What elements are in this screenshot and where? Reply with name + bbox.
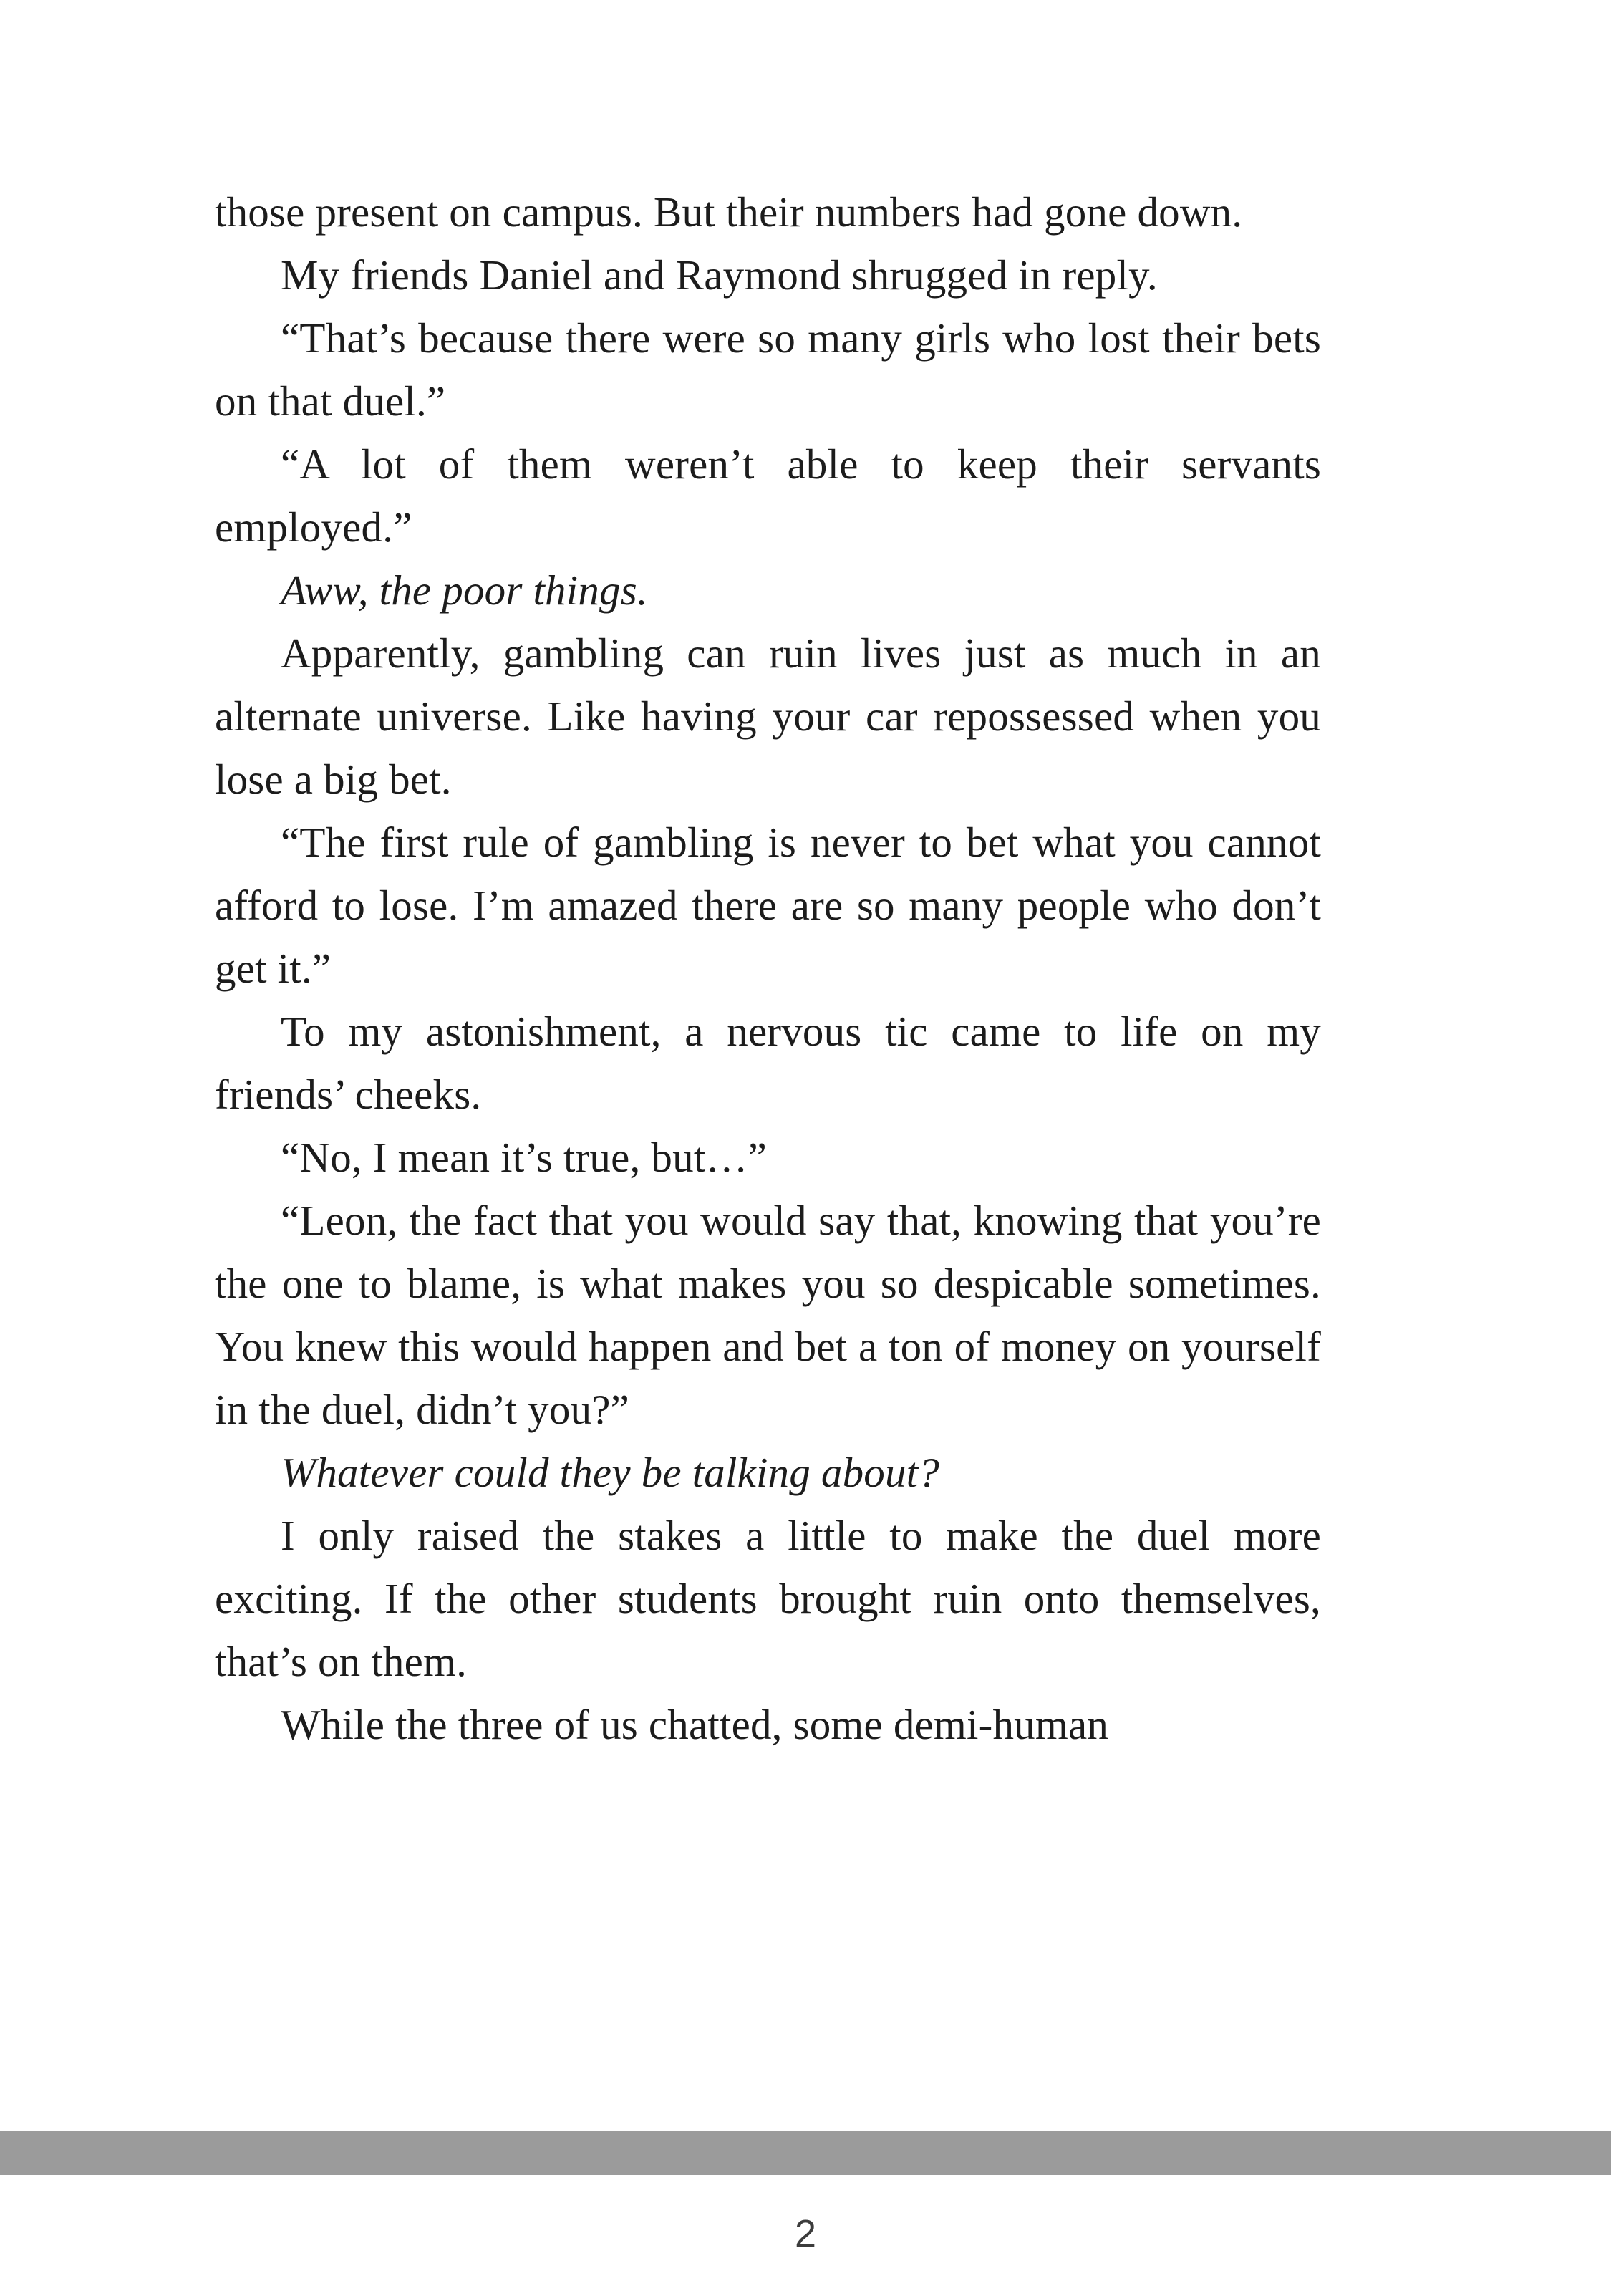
page-number: 2 bbox=[794, 2212, 817, 2255]
paragraph: those present on campus. But their numbers had gone down. bbox=[215, 188, 1243, 236]
body-text bbox=[215, 180, 1321, 1756]
paragraph: “Leon, the fact that you would say that, knowing that you’re the one to blame, is what makes you so despicable sometimes. You knew this would happen and bet a ton of money on yourself in the duel, didn’t you?” bbox=[215, 1197, 1321, 1433]
footer-divider-bar bbox=[0, 2131, 1611, 2175]
paragraph: “That’s because there were so many girls who lost their bets on that duel.” bbox=[215, 314, 1321, 425]
paragraph: “A lot of them weren’t able to keep their servants employed.” bbox=[215, 440, 1321, 551]
paragraph-italic: Whatever could they be talking about? bbox=[281, 1449, 939, 1496]
paragraph-italic: Aww, the poor things. bbox=[281, 566, 648, 614]
paragraph: “The first rule of gambling is never to bet what you cannot afford to lose. I’m amazed there are so many people who don’t get it.” bbox=[215, 819, 1321, 992]
paragraph: I only raised the stakes a little to make the duel more exciting. If the other students brought ruin onto themselves, that’s on them. bbox=[215, 1512, 1321, 1685]
paragraph: My friends Daniel and Raymond shrugged in reply. bbox=[281, 251, 1158, 299]
paragraph: Apparently, gambling can ruin lives just as much in an alternate universe. Like having your car repossessed when you lose a big bet. bbox=[215, 630, 1321, 803]
paragraph: To my astonishment, a nervous tic came to life on my friends’ cheeks. bbox=[215, 1008, 1321, 1118]
paragraph: “No, I mean it’s true, but…” bbox=[281, 1134, 768, 1181]
paragraph: While the three of us chatted, some demi-human bbox=[281, 1701, 1109, 1748]
